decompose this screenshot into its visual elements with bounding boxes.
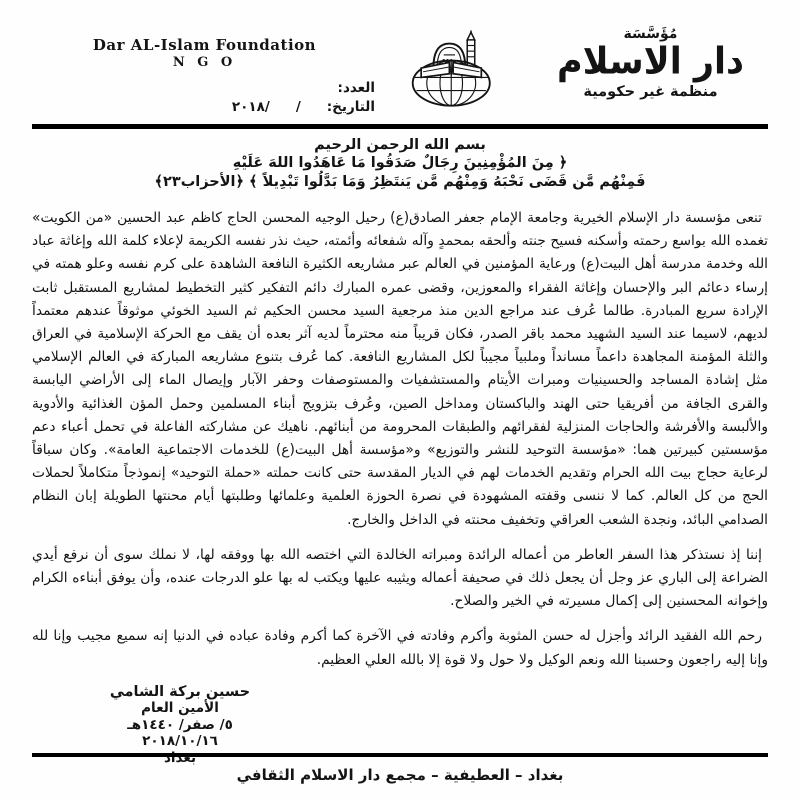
number-label: العدد: <box>337 80 375 96</box>
letterhead-left <box>32 26 377 117</box>
letter-footer <box>32 753 768 784</box>
number-line <box>32 79 375 98</box>
org-type-arabic: منظمة غير حكومية <box>583 84 718 101</box>
org-name-english: Dar AL-Islam Foundation <box>92 36 317 54</box>
signatory-name: حسين بركة الشامي <box>109 683 251 700</box>
quran-verse-line1: ﴿ مِنَ المُؤْمِنِينَ رِجَالٌ صَدَقُوا مَا عَاهَدُوا اللهَ عَلَيْهِ <box>232 155 568 171</box>
letterhead <box>32 26 768 122</box>
letterhead-logo <box>405 26 505 108</box>
hijri-date: ٥/ صفر/ ١٤٤٠هـ <box>127 716 233 733</box>
date-year: /٢٠١٨ <box>231 99 270 115</box>
org-type-english: N G O <box>172 55 237 70</box>
verse-block <box>32 136 768 192</box>
obituary-paragraph: تنعى مؤسسة دار الإسلام الخيرية وجامعة الإمام جعفر الصادق(ع) رحيل الوجيه المحسن الحاج كاظم عبد الحسين «من الكويت» تغمده الله بواسع رحمته وأسكنه فسيح جنته وألحقه بمحمدٍ وآله شفعائه وأئمته، حيث نذر نفسه الكريمة لإعلاء كلمة الله وإغاثة عباد الله وخدمة مدرسة أهل البيت(ع) ورعاية المؤمنين في العالم عبر مشاريعه الكثيرة النافعة الشاهدة على كرم نفسه وعلو همته في إرساء دعائم البر والإحسان وإغاثة الفقراء والمعوزين، وقضى عمره المبارك دائم التفكير كثير التخطيط لمشاريع المستقبل ثابت الإرادة سريع المبادرة. طالما عُرف عند مراجع الدين منذ مرجعية السيد محسن الحكيم ثم السيد الخوئي موثوقاً عندهم معتمداً لديهم، لاسيما عند السيد الشهيد محمد باقر الصدر، فكان قريباً منه محترماً لديه آثر بعده أن يقف مع الحركة الإسلامية في العراق والثلة المؤمنة المجاهدة داعماً مسانداً وملبياً مجيباً لكل المشاريع النافعة. كما عُرف بتنوع مشاريعه المباركة في العالم الإسلامي مثل إشادة المساجد والحسينيات ومبرات الأيتام والمستشفيات والمستوصفات وحفر الآبار وإيصال الماء إلى الأراضي اليابسة والقرى الجافة من أفريقيا حتى الهند والباكستان ومداخل الصين، وعُرف بتزويج أبناء المسلمين وحمل المؤن الغذائية والأدوية والألبسة والأفرشة والحاجات المنزلية لفقرائهم والطبقات المحرومة من أبنائهم. ناهيك عن مشاركته الفاعلة في تحمل أعباء دعم مؤسستين كبيرتين هما: «مؤسسة التوحيد للنشر والتوزيع» و«مؤسسة أهل البيت(ع) للخدمات الاجتماعية العامة». وكان سباقاً لرعاية حجاج بيت الله الحرام وتقديم الخدمات لهم في الديار المقدسة حتى كانت حملته «حملة التوحيد» إنموذجاً متكاملاً لحملات الحج من كل العالم. كما لا ننسى وقفته المشهودة في نصرة الحوزة العلمية وعلمائها وطلبتها أيام محنتها الطويلة إبان النظام الصدامي البائد، ونجدة الشعب العراقي وتخفيف محنته في الداخل والخارج. <box>32 210 768 528</box>
org-prefix-arabic: مُؤَسَّسَة <box>623 26 678 42</box>
prayer-paragraph: إننا إذ نستذكر هذا السفر العاطر من أعماله الرائدة ومبراته الخالدة التي اختصه الله بها ووفقه لها، لا نملك سوى أن نرفع أيدي الضراعة إلى الباري عز وجل أن يجعل ذلك في صحيفة أعماله ويثيبه عليها ويكتب له بها علو الدرجات عنده، وأن يوفق أبناءه الكرام وإخوانه المحسنين إلى إكمال مسيرته في الخير والصلاح. <box>32 546 768 610</box>
footer-divider <box>32 753 768 757</box>
letter-body <box>32 207 768 672</box>
closing-paragraph: رحم الله الفقيد الرائد وأجزل له حسن المثوبة وأكرم وفادته في الآخرة كما أكرم وفادة عباده في الدنيا إنه سميع مجيب وإنا لله وإنا إليه راجعون وحسبنا الله ونعم الوكيل ولا حول ولا قوة إلا بالله العلي العظيم. <box>32 628 768 668</box>
date-line <box>32 98 375 117</box>
letterhead-right <box>533 26 768 100</box>
signature-place: بغداد <box>163 749 197 766</box>
header-divider <box>32 124 768 129</box>
footer-address: بغداد – العطيفية – مجمع دار الاسلام الثقافي <box>236 766 564 784</box>
basmala: بسم الله الرحمن الرحيم <box>314 137 486 153</box>
date-label: التاريخ: <box>326 99 375 115</box>
date-separator: / <box>295 99 301 115</box>
org-name-arabic: دار الاسلام <box>557 40 744 83</box>
signatory-title: الأمين العام <box>141 700 219 717</box>
gregorian-date: ٢٠١٨/١٠/١٦ <box>142 733 218 750</box>
letter-meta <box>32 79 377 117</box>
quran-verse-line2: فَمِنْهُم مَّن قَضَى نَحْبَهُ وَمِنْهُم مَّن يَنتَظِرُ وَمَا بَدَّلُوا تَبْدِيلاً ﴾ ﴿الأحزاب٢٣﴾ <box>154 174 646 190</box>
mosque-globe-book-icon <box>408 30 502 108</box>
